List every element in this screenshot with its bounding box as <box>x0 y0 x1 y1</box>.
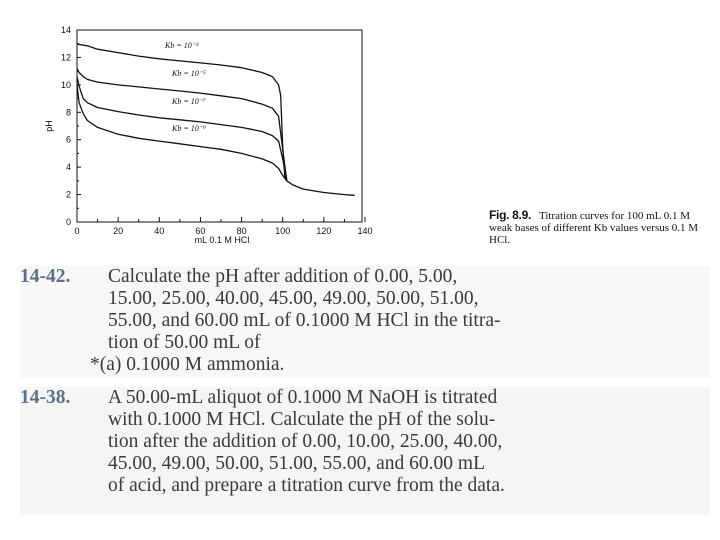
y-tick-label: 8 <box>65 107 71 118</box>
problem-text <box>108 387 688 497</box>
series-label-2: Kb = 10⁻⁵ <box>172 69 206 78</box>
problem-subpart: *(a) 0.1000 M ammonia. <box>90 354 285 375</box>
problem-line: of acid, and prepare a titration curve from the data. <box>108 475 505 496</box>
problem-line: A 50.00-mL aliquot of 0.1000 M NaOH is titrated <box>108 387 498 408</box>
problem-line: Calculate the pH after addition of 0.00, 5.00, <box>108 266 458 287</box>
x-tick-label: 80 <box>236 226 247 236</box>
figure-label: Fig. 8.9. <box>489 208 531 222</box>
problem-line: 55.00, and 60.00 mL of 0.1000 M HCl in the titra- <box>108 310 501 331</box>
series-label-3: Kb = 10⁻⁷ <box>172 97 206 106</box>
problem-line: with 0.1000 M HCl. Calculate the pH of the solu- <box>108 409 496 430</box>
x-tick-label: 0 <box>74 226 80 236</box>
y-tick-label: 14 <box>60 25 71 35</box>
problem-text <box>90 266 688 376</box>
x-tick-label: 20 <box>113 226 124 236</box>
problem-number: 14-38. <box>20 387 71 408</box>
y-tick-label: 6 <box>65 134 71 145</box>
y-tick-label: 12 <box>60 52 71 63</box>
x-tick-label: 140 <box>357 226 373 236</box>
y-tick-label: 0 <box>65 217 71 227</box>
series-label-1: Kb = 10⁻³ <box>165 41 199 50</box>
y-tick-label: 10 <box>60 79 71 90</box>
chart-axes <box>44 25 373 245</box>
problem-line: 45.00, 49.00, 50.00, 51.00, 55.00, and 60.00 mL <box>108 453 485 474</box>
chart-curves <box>77 44 355 195</box>
plot-frame <box>77 30 362 222</box>
figure-caption <box>489 209 711 246</box>
y-axis-label: pH <box>44 120 54 132</box>
figure-caption-text: Titration curves for 100 mL 0.1 M weak bases of different Kb values versus 0.1 M HCl. <box>489 210 699 246</box>
x-axis-label: mL 0.1 M HCl <box>194 235 250 245</box>
problem-line: tion after the addition of 0.00, 10.00, 25.00, 40.00, <box>108 431 503 452</box>
x-tick-label: 100 <box>275 226 291 236</box>
x-tick-label: 60 <box>195 226 206 236</box>
titration-chart <box>0 0 480 250</box>
y-tick-label: 2 <box>65 189 71 200</box>
series-line-1 <box>77 44 355 195</box>
x-tick-label: 120 <box>316 226 332 236</box>
y-tick-label: 4 <box>65 162 71 173</box>
series-label-4: Kb = 10⁻⁹ <box>172 124 206 133</box>
problem-14-42 <box>20 266 710 378</box>
problem-number: 14-42. <box>20 266 71 287</box>
problem-line: 15.00, 25.00, 40.00, 45.00, 49.00, 50.00, 51.00, <box>108 288 479 309</box>
x-tick-label: 40 <box>154 226 165 236</box>
problem-line: tion of 50.00 mL of <box>108 332 261 353</box>
problem-14-38 <box>20 387 710 515</box>
